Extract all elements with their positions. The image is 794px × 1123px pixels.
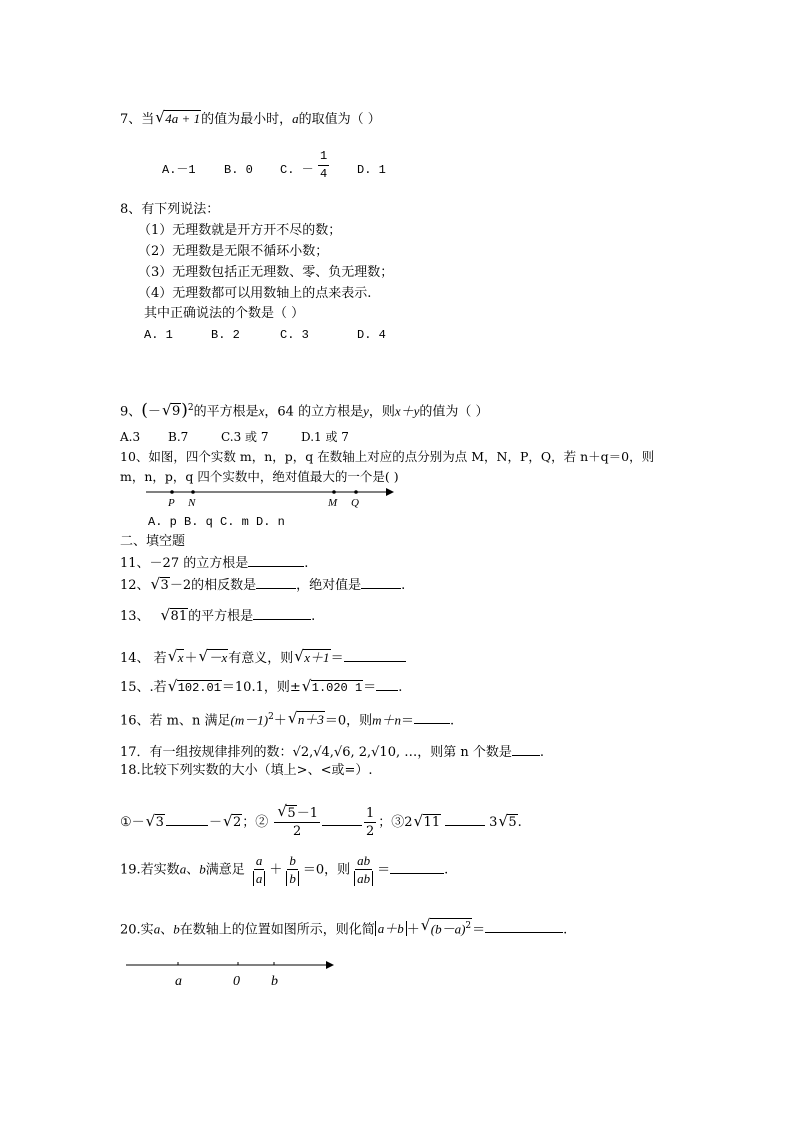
sqrt-x-plus-1: √ x＋1 bbox=[294, 649, 330, 668]
q18-title: 18.比较下列实数的大小（填上>、<或=）. bbox=[120, 763, 373, 778]
q18-blank-1[interactable] bbox=[166, 812, 208, 826]
q19: 19.若实数a、b满意足 $\frac{a}{a}$ ＋ $\frac{b}{b}$ ＝0，则 $\frac{ab}{ab}$ ＝ . bbox=[120, 853, 449, 886]
q17-answer-blank[interactable] bbox=[512, 742, 540, 756]
q10-number-line bbox=[140, 484, 400, 512]
q14: 14、 若√ x＋√ －x有意义，则√ x＋1＝ bbox=[120, 648, 406, 668]
q9-option-d: D.1 或 7 bbox=[301, 430, 349, 444]
q10-stem-line1: 10、如图，四个实数 m，n，p，q 在数轴上对应的点分别为点 M，N，P，Q，若 n＋q＝0，则 bbox=[120, 449, 655, 464]
sqrt-neg-x: √ －x bbox=[198, 649, 228, 668]
q10-point-p bbox=[170, 490, 174, 494]
q8-statement-2: （2）无理数是无限不循环小数； bbox=[138, 244, 329, 259]
sqrt-4a-plus-1: √ 4a + 1 bbox=[155, 110, 201, 129]
q17: 17．有一组按规律排列的数：√2,√4,√6, 2,√10, …，则第 n 个数是 . bbox=[120, 742, 544, 762]
sqrt-11: √ 11 bbox=[414, 814, 442, 832]
q8-option-b: B. 2 bbox=[211, 328, 240, 342]
q11-answer-blank[interactable] bbox=[248, 553, 304, 567]
sqrt-3: √ 3 bbox=[151, 577, 170, 595]
q13-answer-blank[interactable] bbox=[253, 606, 311, 620]
sqrt-9: √ 9 bbox=[162, 403, 181, 421]
q7-fraction: $\frac{1}{4}$ bbox=[320, 149, 328, 181]
q11: 11、－27 的立方根是 . bbox=[120, 553, 308, 573]
q7-number: 7、 bbox=[120, 112, 142, 127]
q10-label-n: N bbox=[188, 497, 196, 509]
q7-option-b: B. 0 bbox=[224, 163, 253, 177]
sqrt-2-c1: √ 2 bbox=[223, 814, 242, 832]
sqrt-b-minus-a-squared: √ $(b-a)^2$ bbox=[421, 918, 472, 939]
q7-stem: 7、当√ 4a + 1的值为最小时，a的取值为（ ） bbox=[120, 110, 381, 129]
q8-question: 其中正确说法的个数是（ ） bbox=[144, 306, 305, 321]
q10-arrow bbox=[386, 488, 394, 496]
sqrt-x: √ x bbox=[168, 649, 185, 668]
q10-point-m bbox=[332, 490, 336, 494]
sqrt-5: √ 5 bbox=[498, 814, 517, 832]
q10-label-q: Q bbox=[351, 497, 359, 509]
q8-title: 8、有下列说法： bbox=[120, 202, 220, 217]
q8-option-a: A. 1 bbox=[144, 328, 173, 342]
q9-option-c: C.3 或 7 bbox=[221, 430, 269, 444]
sqrt-102-01: √ 102.01 bbox=[168, 679, 222, 697]
sqrt-n-plus-3: √ n＋3 bbox=[288, 711, 325, 730]
q12: 12、√ 3－2的相反数是 ，绝对值是 . bbox=[120, 575, 405, 595]
sqrt-3-c1: √ 3 bbox=[146, 814, 165, 832]
q20-label-b: b bbox=[271, 974, 278, 989]
q20-answer-blank[interactable] bbox=[485, 919, 563, 933]
q20-abs-a-plus-b: a＋b bbox=[375, 921, 407, 936]
q12-opposite-blank[interactable] bbox=[256, 575, 296, 589]
q20-label-0: 0 bbox=[233, 974, 240, 989]
q8-statement-4: （4）无理数都可以用数轴上的点来表示. bbox=[138, 286, 372, 301]
sqrt-81: √ 81 bbox=[161, 608, 189, 626]
q20-arrow bbox=[326, 961, 334, 969]
q18-frac-sqrt5-minus-1-over-2: √ $\frac{5-1}{2}$ bbox=[274, 805, 320, 840]
q18-comparisons: ①－√ 3 －√ 2；② √ $\frac{5-1}{2}$ $\frac{1}{2}$ ；③2√ 11 3√ 5. bbox=[120, 805, 522, 840]
q16: 16、若 m、n 满足$(m-1)^2+√$ n＋3＝0，则m＋n＝ . bbox=[120, 708, 454, 730]
q20-number-line bbox=[120, 956, 350, 992]
q18-blank-3[interactable] bbox=[445, 812, 485, 826]
q8-statement-1: （1）无理数就是开方开不尽的数； bbox=[138, 223, 342, 238]
q8-statement-3: （3）无理数包括正无理数、零、负无理数； bbox=[138, 265, 394, 280]
q19-answer-blank[interactable] bbox=[390, 860, 444, 874]
q10-options: A. p B. q C. m D. n bbox=[148, 515, 285, 529]
q19-frac-a-over-abs-a: $\frac{a}{a}$ bbox=[251, 852, 268, 888]
q7-option-d: D. 1 bbox=[357, 163, 386, 177]
q7-option-a: A.－1 bbox=[162, 163, 196, 177]
q9-option-b: B.7 bbox=[168, 430, 189, 444]
q10-point-n bbox=[191, 490, 195, 494]
q20-label-a: a bbox=[175, 974, 182, 989]
q18-frac-one-half: $\frac{1}{2}$ bbox=[365, 806, 375, 839]
q15-answer-blank[interactable] bbox=[376, 677, 398, 691]
q18-blank-2[interactable] bbox=[322, 812, 362, 826]
section-title-fill-in: 二、填空题 bbox=[120, 534, 186, 549]
q20: 20.实a、b在数轴上的位置如图所示，则化简 a＋b ＋√ $(b-a)^2=$ . bbox=[120, 918, 567, 939]
sqrt-1-0201: √ 1.020 1 bbox=[302, 679, 363, 697]
q10-label-m: M bbox=[328, 497, 338, 509]
q8-option-c: C. 3 bbox=[280, 328, 309, 342]
q9-stem: 9、(－√ 9)$^2$的平方根是x，64 的立方根是y，则x＋y的值为（ ） bbox=[120, 399, 489, 421]
q10-stem-line2: m，n，p，q 四个实数中，绝对值最大的一个是( ) bbox=[120, 469, 399, 484]
q15: 15、.若√ 102.01＝10.1，则±√ 1.020 1＝ . bbox=[120, 677, 402, 697]
q13: 13、√ 81的平方根是 . bbox=[120, 606, 315, 626]
q12-absolute-blank[interactable] bbox=[361, 575, 401, 589]
q8-option-d: D. 4 bbox=[357, 328, 386, 342]
q10-point-q bbox=[354, 490, 358, 494]
q16-answer-blank[interactable] bbox=[414, 710, 450, 724]
q9-option-a: A.3 bbox=[120, 430, 141, 444]
q14-answer-blank[interactable] bbox=[344, 648, 406, 662]
q19-frac-b-over-abs-b: $\frac{b}{b}$ bbox=[284, 852, 301, 888]
q7-option-c: C. － bbox=[280, 163, 314, 177]
q19-frac-ab-over-abs-ab: $\frac{ab}{ab}$ bbox=[352, 852, 375, 888]
q10-label-p: P bbox=[168, 497, 175, 509]
